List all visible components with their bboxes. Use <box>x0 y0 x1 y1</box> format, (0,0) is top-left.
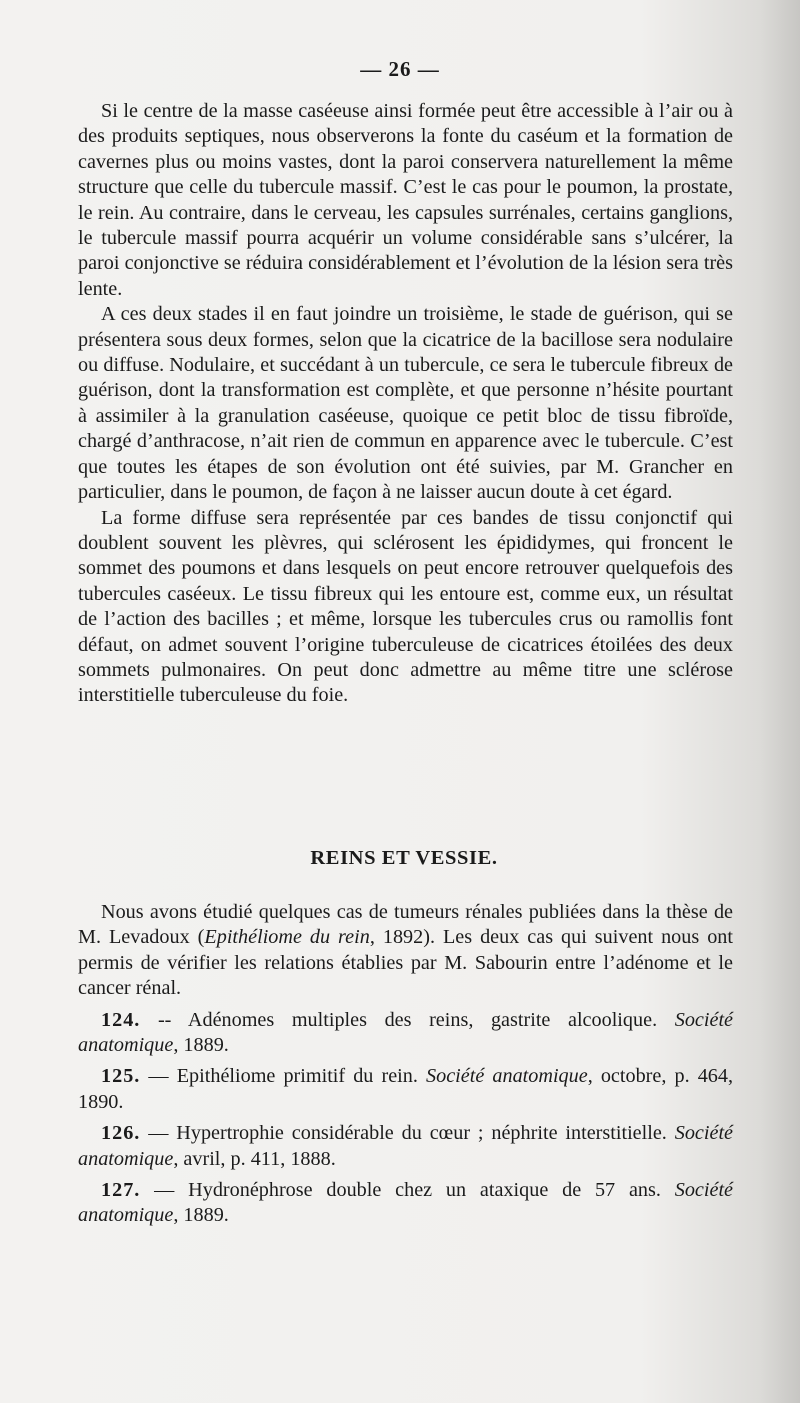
entry-number: 127. <box>101 1179 141 1202</box>
entry-dash: — <box>154 1179 175 1202</box>
entry-title: Hydronéphrose double chez un ataxique de 57 ans. <box>188 1179 661 1202</box>
entry-number: 125. <box>101 1065 141 1088</box>
entry-details: , 1889. <box>173 1034 229 1057</box>
section-intro <box>78 900 733 1002</box>
entry-details: , octobre, p. 464, 1890. <box>78 1065 734 1113</box>
intro-text-start: Nous avons étudié quelques cas de tumeurs rénales publiées dans la thèse de M. Levadoux ( <box>78 901 733 949</box>
entry-journal: Société anatomique <box>78 1122 734 1170</box>
entry-dash: — <box>148 1122 169 1145</box>
entry-dash: — <box>148 1065 169 1088</box>
entry-126 <box>78 1121 733 1172</box>
entry-journal: Société anatomique <box>78 1179 734 1227</box>
entry-journal: Société anatomique <box>426 1065 588 1088</box>
entry-details: , 1889. <box>173 1204 229 1227</box>
entry-127 <box>78 1178 733 1229</box>
section-title: REINS ET VESSIE. <box>310 847 498 869</box>
entry-dash: -- <box>157 1008 172 1031</box>
entry-title: Epithéliome primitif du rein. <box>176 1065 418 1088</box>
paragraph-caseous-mass: Si le centre de la masse caséeuse ainsi formée peut être accessible à l’air ou à des produits septiques, nous observerons la fonte du caséum et la formation de cavernes plus ou moins vastes, dont la paroi conservera naturellement la même structure que celle du tubercule massif. C’est le cas pour le poumon, la prostate, le rein. Au contraire, dans le cerveau, les capsules surrénales, certains ganglions, le tubercule massif pourra acquérir un volume considérable sans s’ulcérer, la paroi conjonctive se réduira considérablement et l’évolution de la lésion sera très lente. <box>78 100 733 300</box>
entry-journal: Société anatomique <box>78 1008 734 1057</box>
paragraph-diffuse-form: La forme diffuse sera représentée par ces bandes de tissu conjonctif qui doublent souvent les plèvres, qui sclérosent les épididymes, qui froncent le sommet des poumons et dans lesquels on peut encore retrouver quelquefois des tubercules caséeux. Le tissu fibreux qui les entoure est, comme eux, un résultat de l’action des bacilles ; et même, lorsque les tubercules crus ou ramollis font défaut, on admet souvent l’origine tuberculeuse de cicatrices étoilées des deux sommets pulmonaires. On peut donc admettre au même titre une sclérose interstitielle tuberculeuse du foie. <box>78 506 733 707</box>
entry-124 <box>78 1008 733 1059</box>
entry-number: 126. <box>101 1122 141 1145</box>
entry-title: Adénomes multiples des reins, gastrite alcoolique. <box>187 1008 658 1031</box>
entry-title: Hypertrophie considérable du cœur ; néphrite interstitielle. <box>176 1122 667 1145</box>
page-number: — 26 — <box>360 57 440 81</box>
intro-text-end: , 1892). Les deux cas qui suivent nous ont permis de vérifier les relations établies par M. Sabourin entre l’adénome et le cancer rénal. <box>78 926 733 1000</box>
section-body <box>78 900 733 1235</box>
entry-number: 124. <box>101 1008 141 1031</box>
paragraph-healing-stage: A ces deux stades il en faut joindre un troisième, le stade de guérison, qui se présentera sous deux formes, selon que la cicatrice de la bacillose sera nodulaire ou diffuse. Nodulaire, et succédant à un tubercule, ce sera le tubercule fibreux de guérison, dont la transformation est complète, et que personne n’hésite pourtant à assimiler à la granulation caséeuse, quoique ce petit bloc de tissu fibroïde, chargé d’anthracose, n’ait rien de commun en apparence avec le tubercule. C’est que toutes les étapes de son évolution ont été suivies, par M. Grancher en particulier, dans le poumon, de façon à ne laisser aucun doute à cet égard. <box>78 303 733 504</box>
body-text <box>78 99 733 709</box>
entry-125 <box>78 1064 733 1115</box>
intro-thesis-title: Epithéliome du rein <box>204 926 370 949</box>
entry-details: , avril, p. 411, 1888. <box>173 1147 336 1170</box>
